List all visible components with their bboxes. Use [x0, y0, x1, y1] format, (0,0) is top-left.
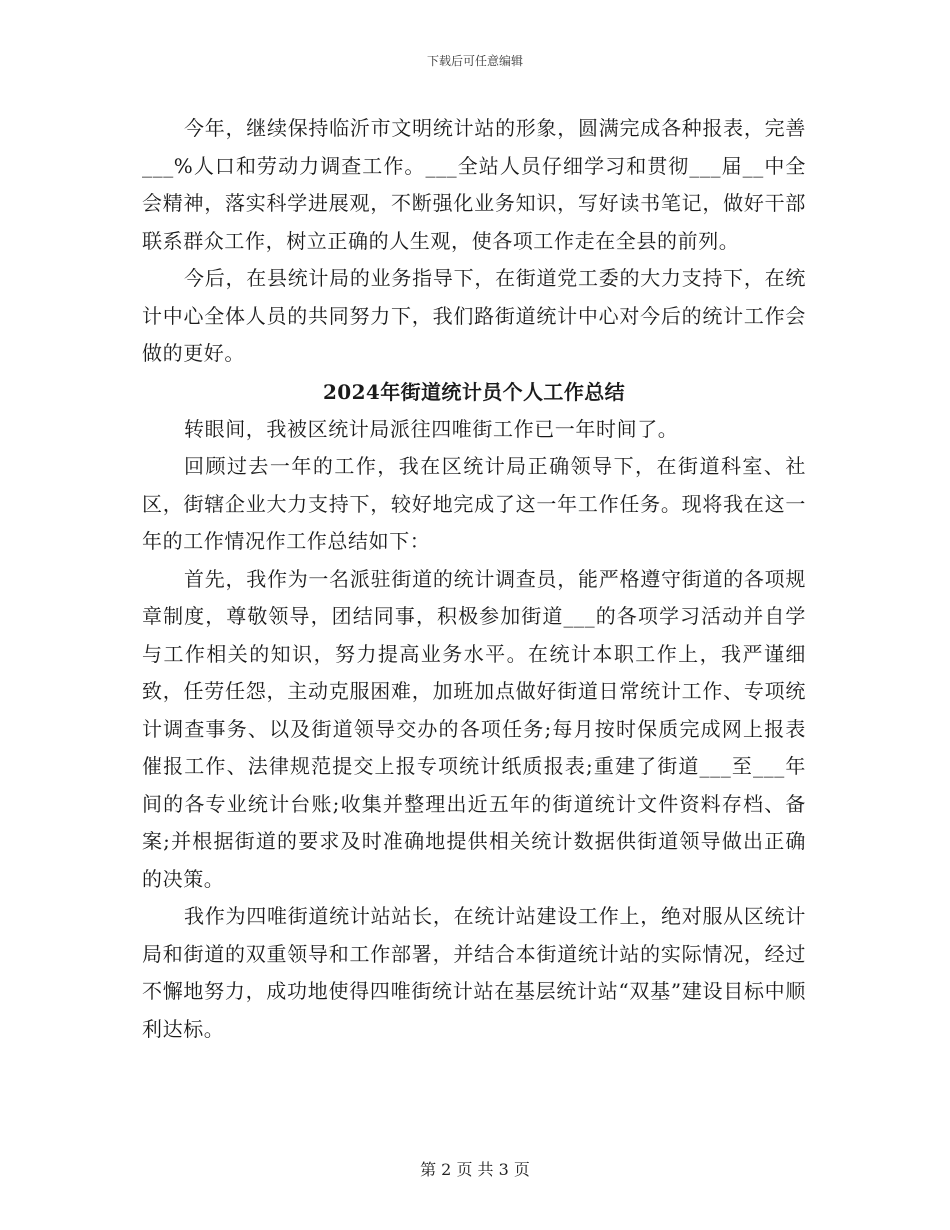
paragraph-intro: 转眼间，我被区统计局派往四唯街工作已一年时间了。	[184, 416, 679, 441]
section-title: 2024年街道统计员个人工作总结	[322, 379, 626, 404]
page-number: 第 2 页 共 3 页	[420, 1160, 530, 1179]
paragraph-plan-this-year: 今年，继续保持临沂市文明统计站的形象，圆满完成各种报表，完善___%人口和劳动力调查工作。___全站人员仔细学习和贯彻___届__中全会精神，落实科学进展观，不断强化业务知识，写好读书笔记，做好干部联系群众工作，树立正确的人生观，使各项工作走在全县的前列。	[142, 116, 806, 253]
paragraph-review: 回顾过去一年的工作，我在区统计局正确领导下，在街道科室、社区，街辖企业大力支持下，较好地完成了这一年工作任务。现将我在这一年的工作情况作工作总结如下：	[142, 454, 806, 553]
paragraph-station-chief: 我作为四唯街道统计站站长，在统计站建设工作上，绝对服从区统计局和街道的双重领导和工作部署，并结合本街道统计站的实际情况，经过不懈地努力，成功地使得四唯街统计站在基层统计站“双基”建设目标中顺利达标。	[142, 904, 806, 1041]
page-header-note: 下载后可任意编辑	[426, 54, 523, 68]
paragraph-first-duties: 首先，我作为一名派驻街道的统计调查员，能严格遵守街道的各项规章制度，尊敬领导，团结同事，积极参加街道___的各项学习活动并自学与工作相关的知识，努力提高业务水平。在统计本职工作上，我严谨细致，任劳任怨，主动克服困难，加班加点做好街道日常统计工作、专项统计调查事务、以及街道领导交办的各项任务;每月按时保质完成网上报表催报工作、法律规范提交上报专项统计纸质报表;重建了街道___至___年间的各专业统计台账;收集并整理出近五年的街道统计文件资料存档、备案;并根据街道的要求及时准确地提供相关统计数据供街道领导做出正确的决策。	[142, 566, 806, 891]
document-body	[142, 110, 806, 1048]
paragraph-future-outlook: 今后，在县统计局的业务指导下，在街道党工委的大力支持下，在统计中心全体人员的共同努力下，我们路街道统计中心对今后的统计工作会做的更好。	[142, 266, 806, 365]
